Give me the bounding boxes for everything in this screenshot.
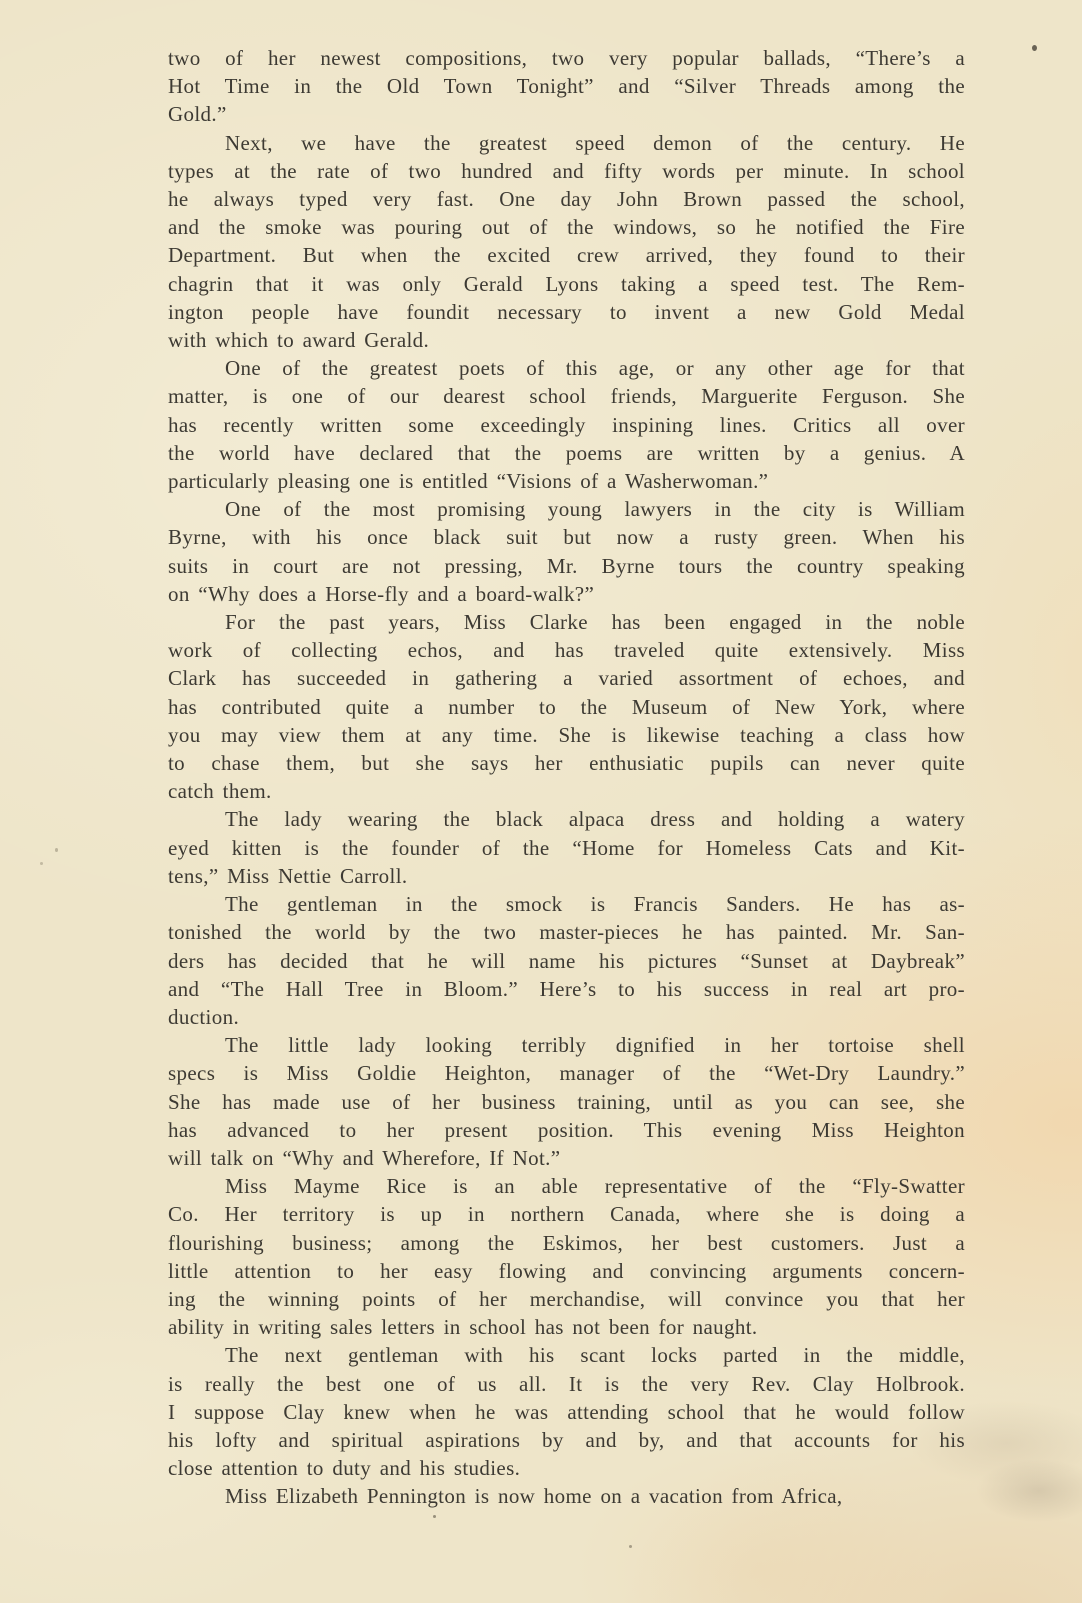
text-line: has recently written some exceedingly inspining lines. Critics all over xyxy=(168,412,965,437)
text-line: Miss Elizabeth Pennington is now home on a vacation from Africa, xyxy=(225,1484,843,1509)
text-line: Clark has succeeded in gathering a varied assortment of echoes, and xyxy=(168,666,965,691)
text-line: For the past years, Miss Clarke has been engaged in the noble xyxy=(225,610,965,635)
text-line: Gold.” xyxy=(168,102,227,127)
text-line: flourishing business; among the Eskimos, her best customers. Just a xyxy=(168,1230,965,1255)
text-line: The lady wearing the black alpaca dress and holding a watery xyxy=(225,807,965,832)
ink-speck xyxy=(433,1515,436,1518)
ink-speck xyxy=(40,862,43,865)
text-line: Next, we have the greatest speed demon of the century. He xyxy=(225,130,965,155)
text-line: The next gentleman with his scant locks parted in the middle, xyxy=(225,1343,965,1368)
text-line: ability in writing sales letters in school has not been for naught. xyxy=(168,1315,758,1340)
text-line: you may view them at any time. She is likewise teaching a class how xyxy=(168,722,965,747)
text-line: matter, is one of our dearest school friends, Marguerite Ferguson. She xyxy=(168,384,965,409)
ink-speck xyxy=(55,848,58,852)
text-line: specs is Miss Goldie Heighton, manager of the “Wet-Dry Laundry.” xyxy=(168,1061,965,1086)
text-line: Department. But when the excited crew arrived, they found to their xyxy=(168,243,965,268)
text-line: ington people have foundit necessary to invent a new Gold Medal xyxy=(168,299,965,324)
text-line: and “The Hall Tree in Bloom.” Here’s to his success in real art pro- xyxy=(168,976,965,1001)
text-line: tens,” Miss Nettie Carroll. xyxy=(168,863,408,888)
text-line: will talk on “Why and Wherefore, If Not.” xyxy=(168,1145,561,1170)
text-line: types at the rate of two hundred and fifty words per minute. In school xyxy=(168,158,965,183)
text-line: eyed kitten is the founder of the “Home for Homeless Cats and Kit- xyxy=(168,835,965,860)
text-line: his lofty and spiritual aspirations by and by, and that accounts for his xyxy=(168,1427,965,1452)
text-line: Co. Her territory is up in northern Canada, where she is doing a xyxy=(168,1202,965,1227)
text-line: two of her newest compositions, two very popular ballads, “There’s a xyxy=(168,46,965,70)
text-line: particularly pleasing one is entitled “Visions of a Washerwoman.” xyxy=(168,469,769,494)
text-block xyxy=(168,44,965,1511)
text-line: The gentleman in the smock is Francis Sanders. He has as- xyxy=(225,892,965,917)
text-line: Byrne, with his once black suit but now a rusty green. When his xyxy=(168,525,965,550)
text-line: Hot Time in the Old Town Tonight” and “Silver Threads among the xyxy=(168,74,965,99)
text-line: She has made use of her business training, until as you can see, she xyxy=(168,1089,965,1114)
text-line: and the smoke was pouring out of the windows, so he notified the Fire xyxy=(168,215,965,240)
text-line: One of the greatest poets of this age, or any other age for that xyxy=(225,356,965,381)
text-line: has contributed quite a number to the Museum of New York, where xyxy=(168,694,965,719)
text-line: I suppose Clay knew when he was attending school that he would follow xyxy=(168,1399,965,1424)
text-line: ders has decided that he will name his pictures “Sunset at Daybreak” xyxy=(168,948,965,973)
text-line: on “Why does a Horse-fly and a board-walk?” xyxy=(168,581,595,606)
text-line: ing the winning points of her merchandise, will convince you that her xyxy=(168,1286,965,1311)
text-line: he always typed very fast. One day John Brown passed the school, xyxy=(168,187,965,212)
text-line: catch them. xyxy=(168,779,272,804)
text-line: close attention to duty and his studies. xyxy=(168,1456,521,1481)
text-line: chagrin that it was only Gerald Lyons taking a speed test. The Rem- xyxy=(168,271,965,296)
text-line: the world have declared that the poems are written by a genius. A xyxy=(168,440,965,465)
text-line: tonished the world by the two master-pieces he has painted. Mr. San- xyxy=(168,920,965,945)
text-line: has advanced to her present position. This evening Miss Heighton xyxy=(168,1117,965,1142)
text-line: suits in court are not pressing, Mr. Byrne tours the country speaking xyxy=(168,553,965,578)
ink-speck xyxy=(1032,45,1037,51)
text-line: is really the best one of us all. It is the very Rev. Clay Holbrook. xyxy=(168,1371,965,1396)
text-line: with which to award Gerald. xyxy=(168,328,430,353)
ink-speck xyxy=(629,1545,632,1548)
text-line: One of the most promising young lawyers in the city is William xyxy=(225,497,965,522)
text-line: to chase them, but she says her enthusiatic pupils can never quite xyxy=(168,751,965,776)
text-line: little attention to her easy flowing and convincing arguments concern- xyxy=(168,1258,965,1283)
text-line: Miss Mayme Rice is an able representative of the “Fly-Swatter xyxy=(225,1174,965,1199)
text-line: duction. xyxy=(168,1004,240,1029)
text-line: The little lady looking terribly dignified in her tortoise shell xyxy=(225,1033,965,1058)
text-line: work of collecting echos, and has traveled quite extensively. Miss xyxy=(168,638,965,663)
